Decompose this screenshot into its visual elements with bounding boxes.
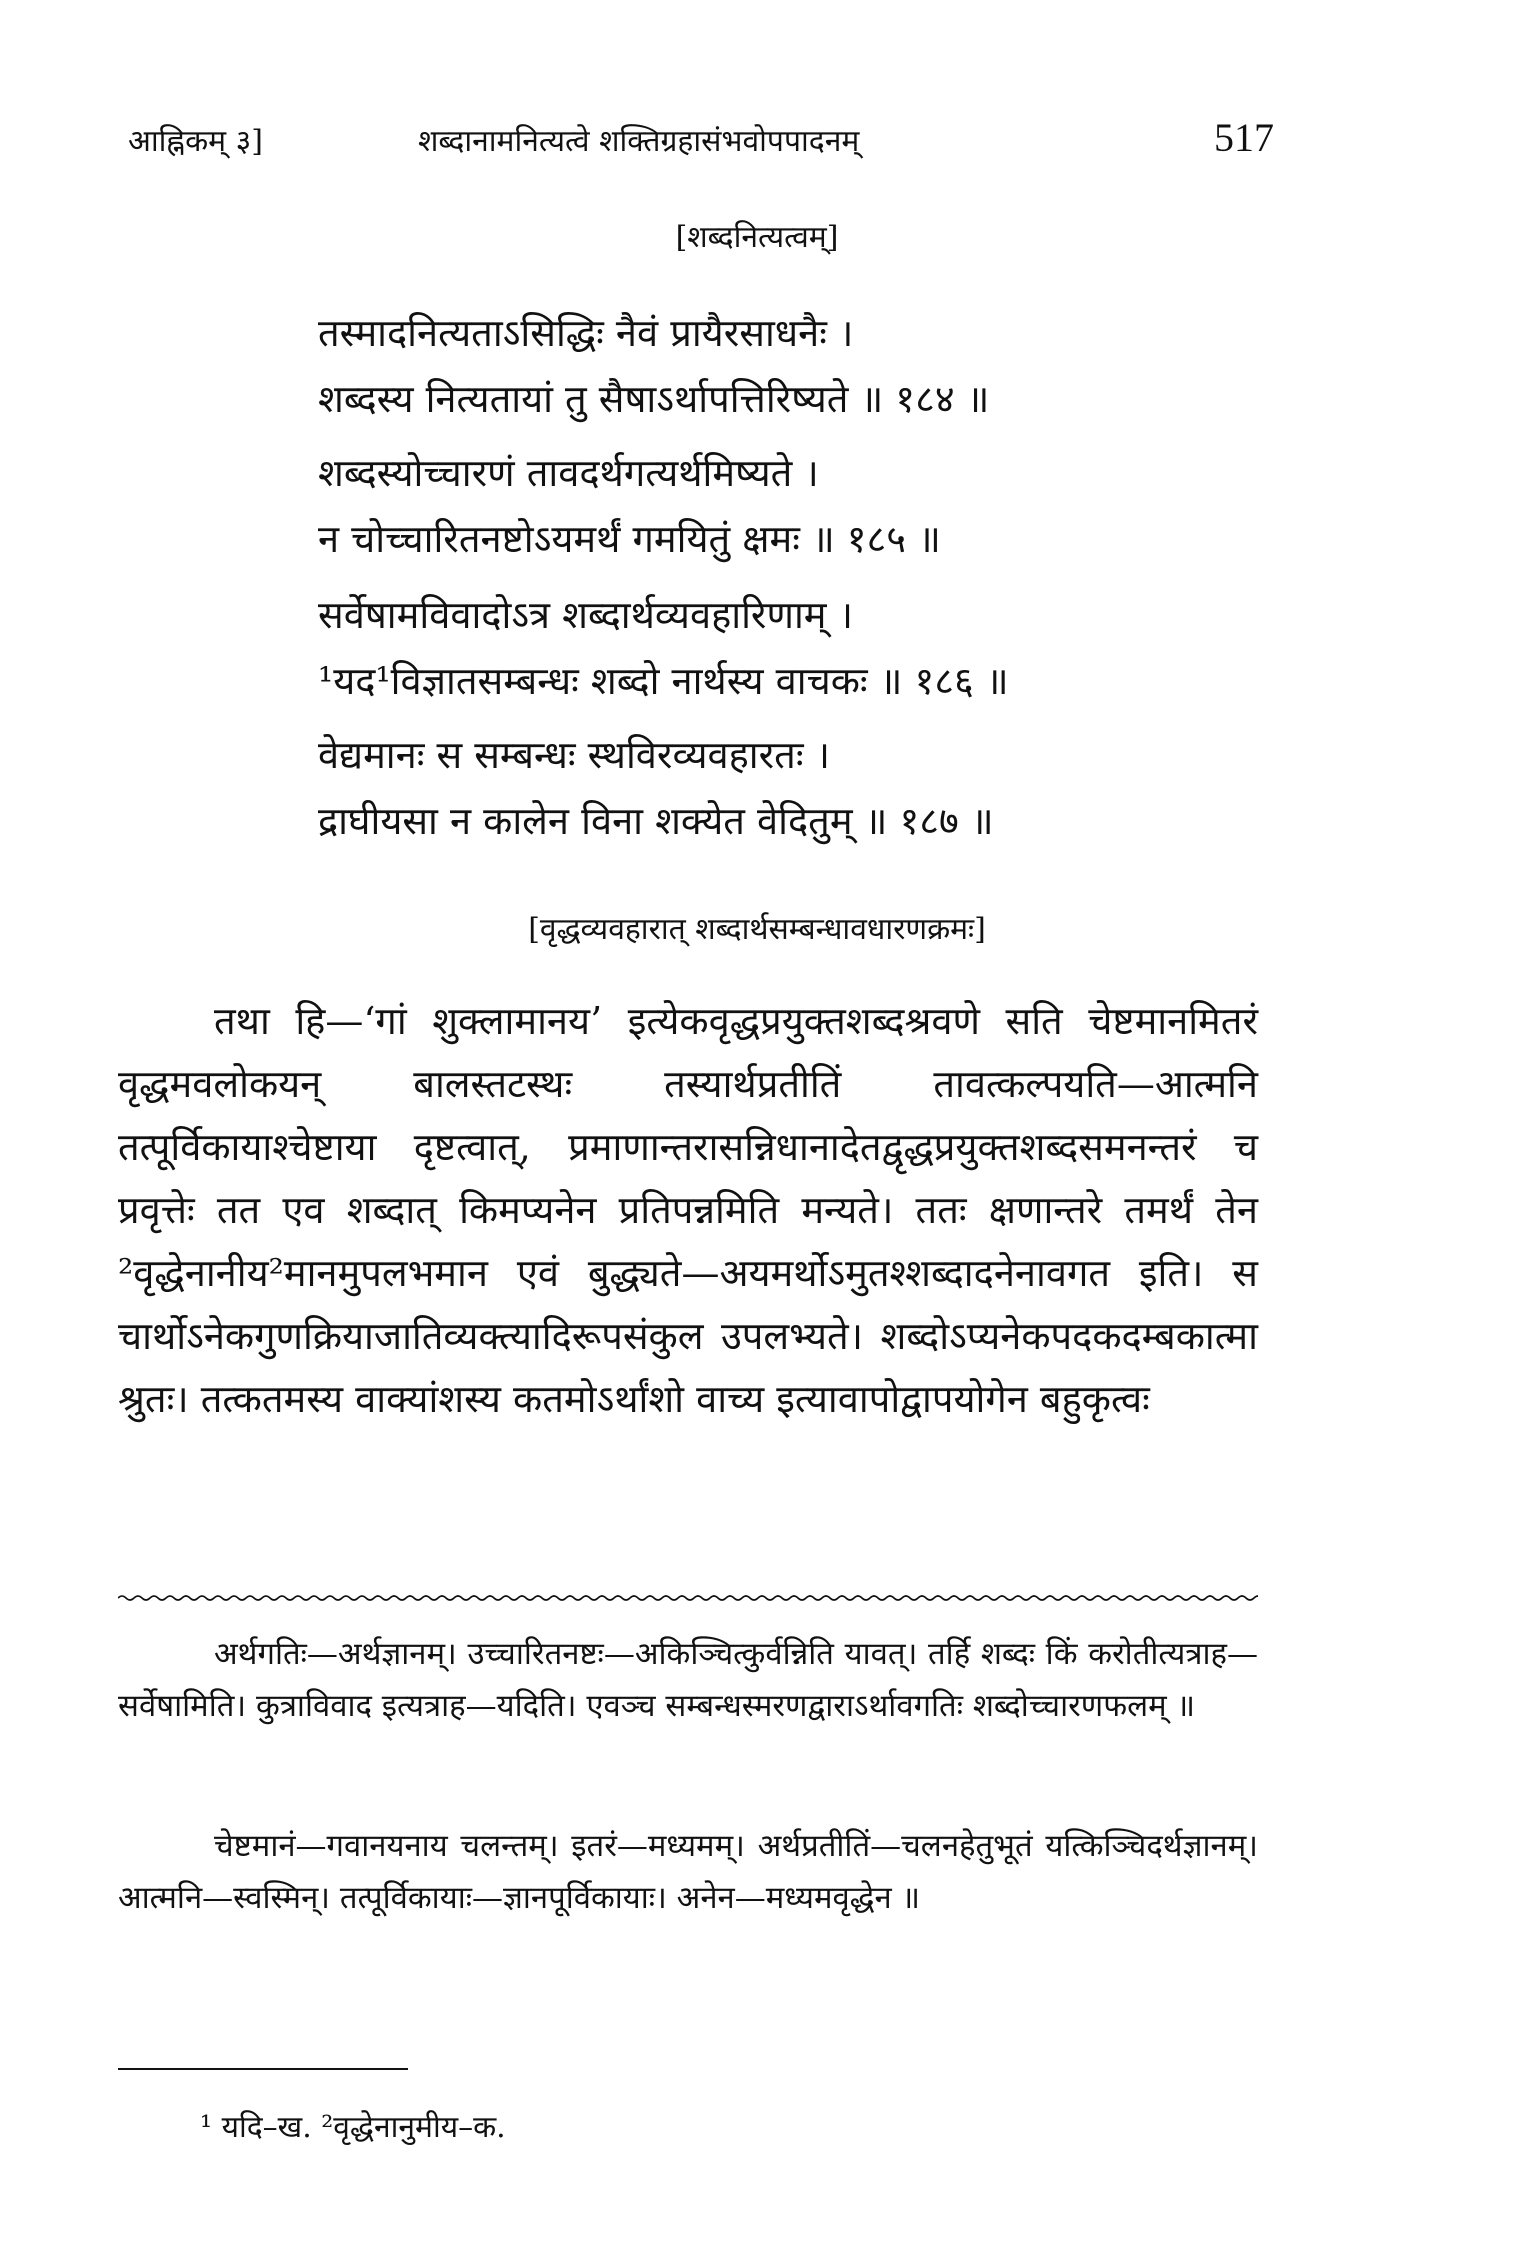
verse-line: द्राघीयसा न कालेन विना शक्येत वेदितुम् ॥ १८७ ॥	[318, 799, 994, 843]
verse-line: न चोच्चारितनष्टोऽयमर्थं गमयितुं क्षमः ॥ १८५ ॥	[318, 517, 941, 561]
verse-line: शब्दस्य नित्यतायां तु सैषाऽर्थापत्तिरिष्यते ॥ १८४ ॥	[318, 377, 990, 421]
verse-line: शब्दस्योच्चारणं तावदर्थगत्यर्थमिष्यते ।	[318, 451, 819, 495]
footnote-rule	[118, 2068, 408, 2070]
section-heading-1: [शब्दनित्यत्वम्]	[675, 220, 839, 255]
verse-185	[318, 440, 1258, 572]
section-heading-2: [वृद्धव्यवहारात् शब्दार्थसम्बन्धावधारणक्रमः]	[528, 912, 986, 947]
header-title: शब्दानामनित्यत्वे शक्तिग्रहासंभवोपपादनम्	[418, 124, 860, 159]
verse-line: वेद्यमानः स सम्बन्धः स्थविरव्यवहारतः ।	[318, 733, 830, 777]
wavy-divider	[118, 1592, 1258, 1604]
commentary-note-1: अर्थगतिः—अर्थज्ञानम्। उच्चारितनष्टः—अकिञ्चित्कुर्वन्निति यावत्। तर्हि शब्दः किं करोतीत्यत्राह—सर्वेषामिति। कुत्राविवाद इत्यत्राह—यदिति। एवञ्च सम्बन्धस्मरणद्वाराऽर्थावगतिः शब्दोच्चारणफलम् ॥	[118, 1636, 1258, 1724]
main-paragraph: तथा हि—‘गां शुक्लामानय’ इत्येकवृद्धप्रयुक्तशब्दश्रवणे सति चेष्टमानमितरं वृद्धमवलोकयन् बालस्तटस्थः तस्यार्थप्रतीतिं तावत्कल्पयति—आत्मनि तत्पूर्विकायाश्चेष्टाया दृष्टत्वात्, प्रमाणान्तरासन्निधानादेतद्वृद्धप्रयुक्तशब्दसमनन्तरं च प्रवृत्तेः तत एव शब्दात् किमप्यनेन प्रतिपन्नमिति मन्यते। ततः क्षणान्तरे तमर्थं तेन ²वृद्धेनानीय²मानमुपलभमान एवं बुद्ध्यते—अयमर्थोऽमुतश्शब्दादनेनावगत इति। स चार्थोऽनेकगुणक्रियाजातिव्यक्त्यादिरूपसंकुल उपलभ्यते। शब्दोऽप्यनेकपदकदम्बकात्मा श्रुतः। तत्कतमस्य वाक्यांशस्य कतमोऽर्थांशो वाच्य इत्यावापोद्वापयोगेन बहुकृत्वः	[118, 999, 1258, 1421]
verse-187	[318, 722, 1258, 854]
commentary-note-2: चेष्टमानं—गवानयनाय चलन्तम्। इतरं—मध्यमम्। अर्थप्रतीतिं—चलनहेतुभूतं यत्किञ्चिदर्थज्ञानम्। आत्मनि—स्वस्मिन्। तत्पूर्विकायाः—ज्ञानपूर्विकायाः। अनेन—मध्यमवृद्धेन ॥	[118, 1828, 1258, 1916]
verse-184	[318, 300, 1258, 432]
verse-line: सर्वेषामविवादोऽत्र शब्दार्थव्यवहारिणाम् ।	[318, 593, 853, 637]
chapter-label: आह्निकम् ३]	[128, 124, 263, 159]
verse-line: तस्मादनित्यताऽसिद्धिः नैवं प्रायैरसाधनैः ।	[318, 311, 854, 355]
page-number: 517	[1214, 115, 1274, 160]
verse-line: ¹यद¹विज्ञातसम्बन्धः शब्दो नार्थस्य वाचकः ॥ १८६ ॥	[318, 659, 1009, 703]
running-header	[128, 115, 1274, 166]
verse-186	[318, 582, 1258, 714]
footnotes: ¹ यदि–ख. ²वृद्धेनानुमीय–क.	[200, 2110, 506, 2145]
